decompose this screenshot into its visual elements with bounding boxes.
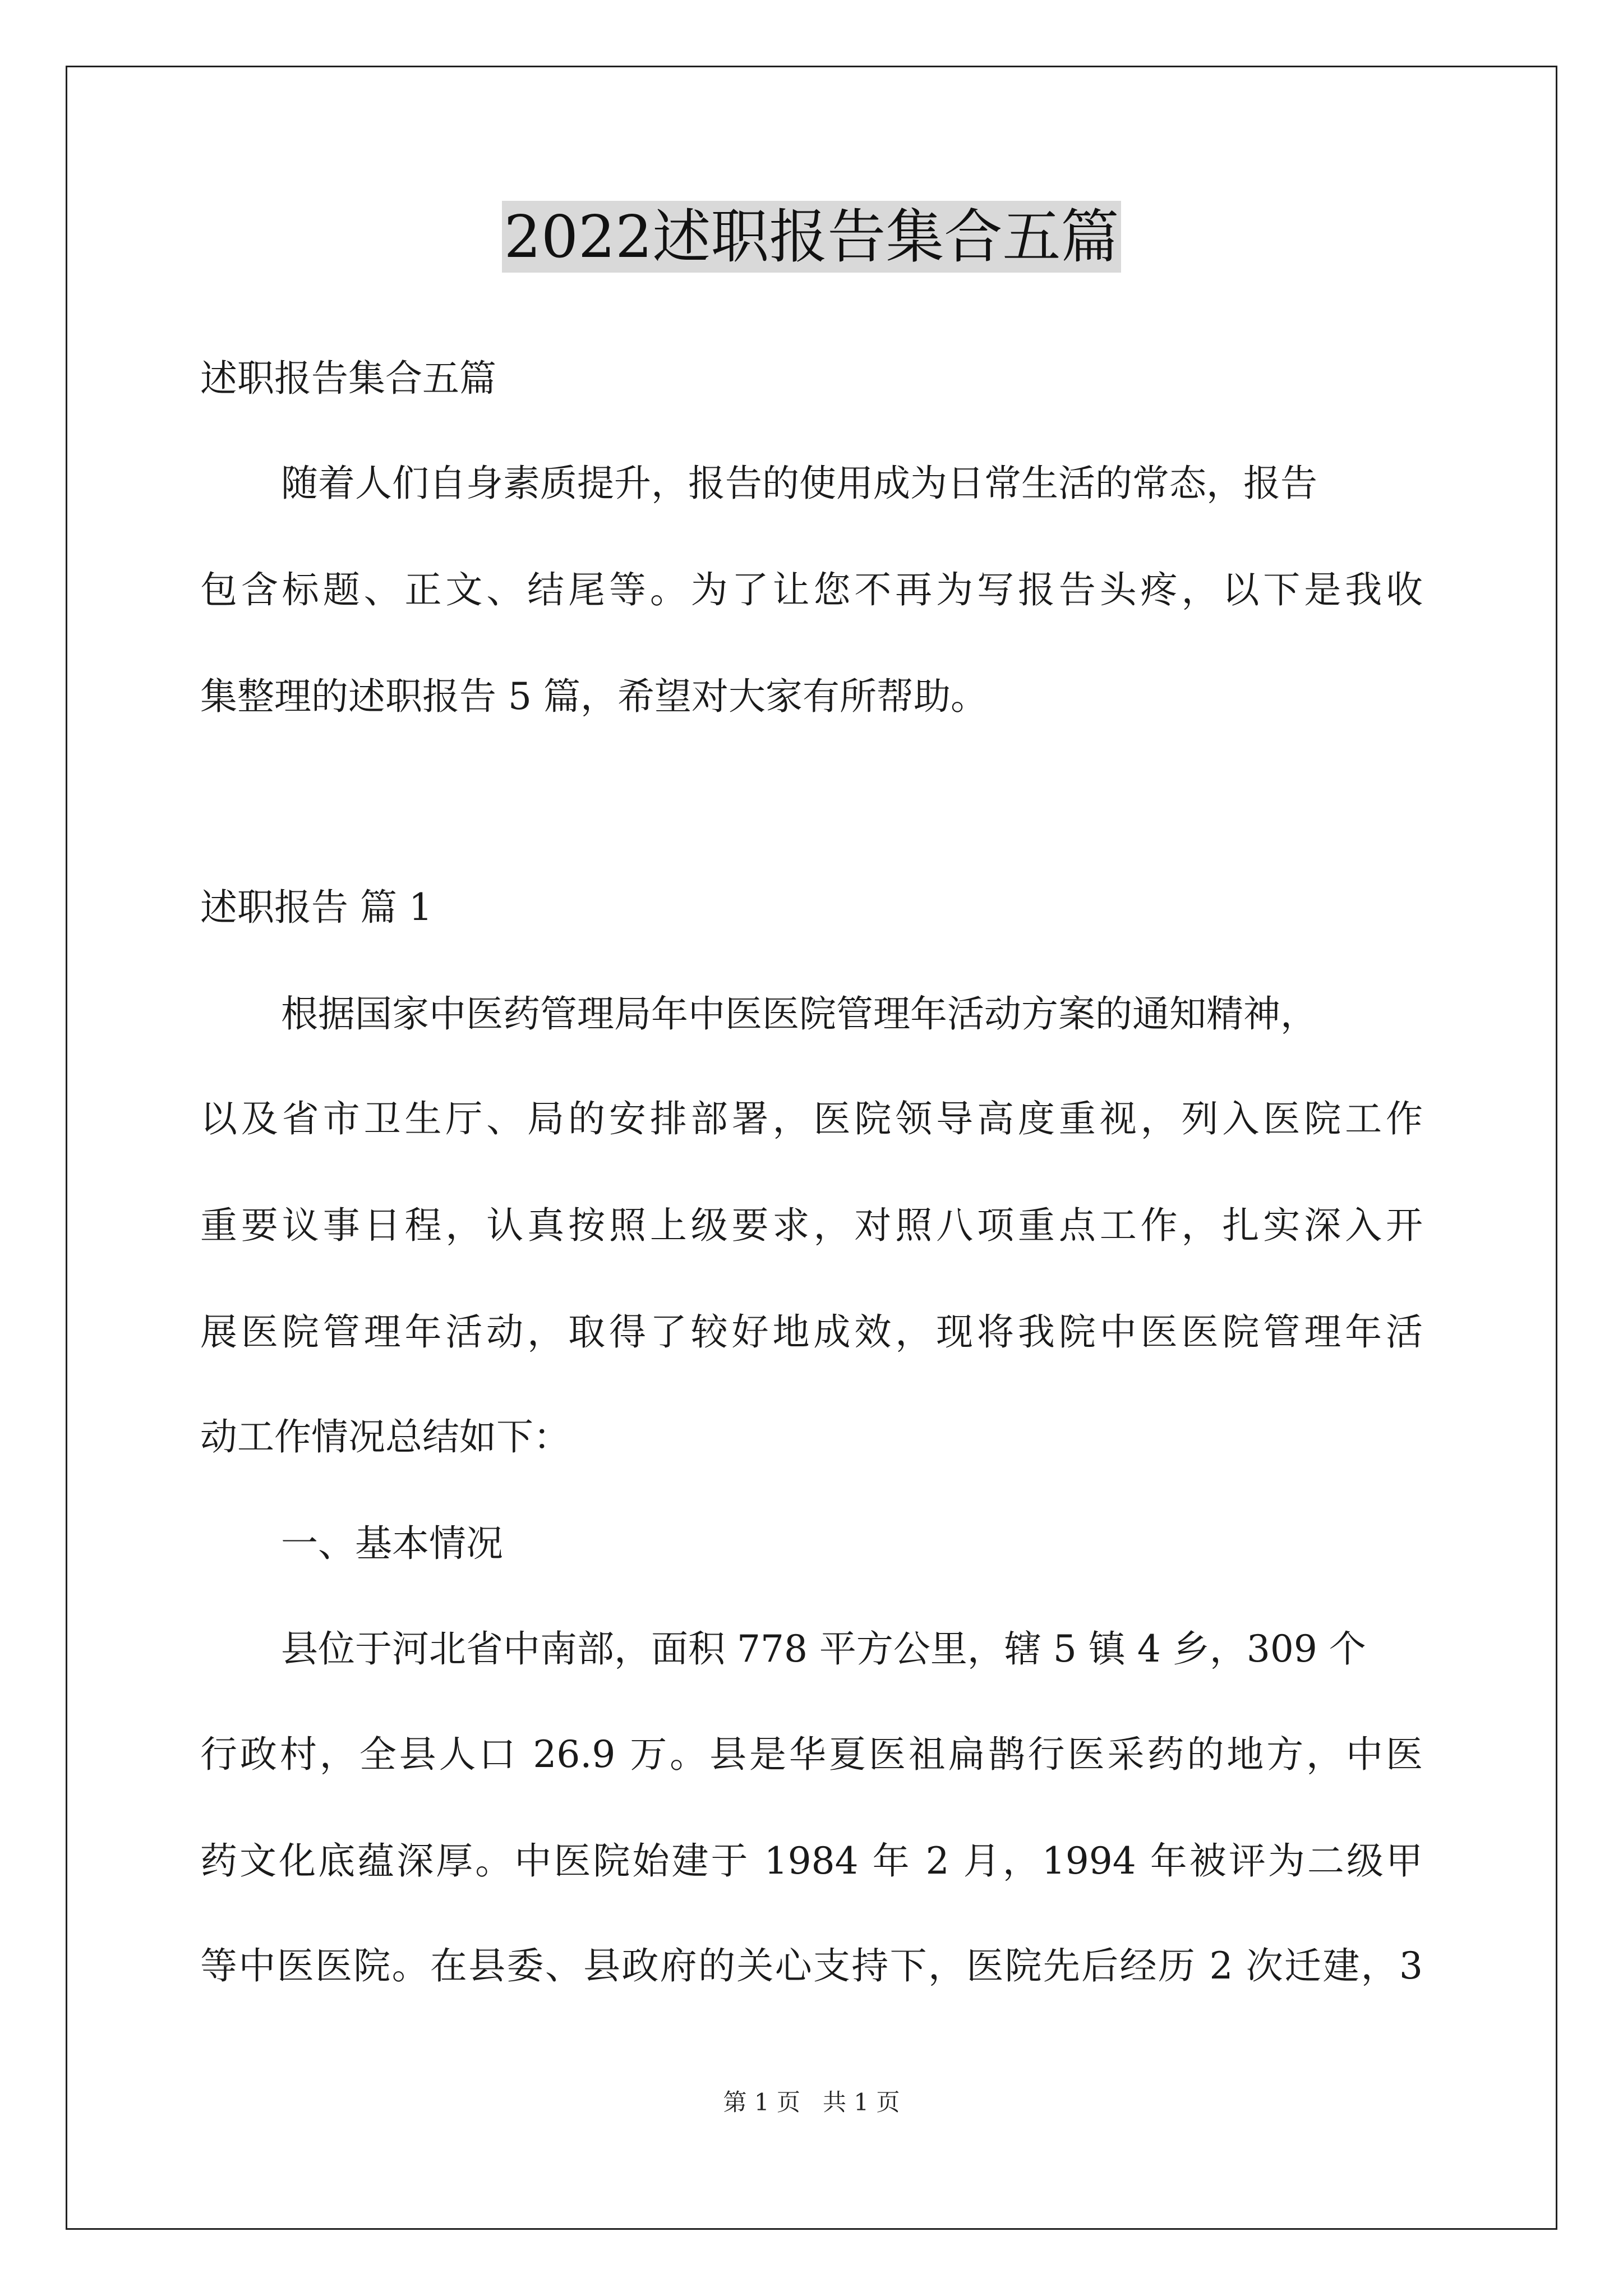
title-container — [0, 201, 1623, 273]
document-title: 2022述职报告集合五篇 — [502, 201, 1122, 273]
body-line: 行政村，全县人口 26.9 万。县是华夏医祖扁鹊行医采药的地方，中医 — [200, 1733, 1423, 1776]
page-footer: 第 1 页 共 1 页 — [723, 2088, 900, 2116]
subsection-heading: 一、基本情况 — [281, 1522, 503, 1565]
body-line: 重要议事日程，认真按照上级要求，对照八项重点工作，扎实深入开 — [200, 1204, 1423, 1247]
body-line: 以及省市卫生厅、局的安排部署，医院领导高度重视，列入医院工作 — [200, 1097, 1423, 1140]
body-line: 药文化底蕴深厚。中医院始建于 1984 年 2 月，1994 年被评为二级甲 — [200, 1839, 1423, 1883]
document-subtitle: 述职报告集合五篇 — [200, 357, 496, 400]
body-line: 县位于河北省中南部，面积 778 平方公里，辖 5 镇 4 乡，309 个 — [281, 1627, 1366, 1671]
body-line: 展医院管理年活动，取得了较好地成效，现将我院中医医院管理年活 — [200, 1310, 1423, 1354]
section-heading: 述职报告 篇 1 — [200, 886, 432, 929]
body-line: 根据国家中医药管理局年中医医院管理年活动方案的通知精神， — [281, 992, 1317, 1036]
intro-line: 随着人们自身素质提升，报告的使用成为日常生活的常态，报告 — [281, 462, 1317, 505]
body-line: 等中医医院。在县委、县政府的关心支持下，医院先后经历 2 次迁建，3 — [200, 1944, 1423, 1987]
body-line: 动工作情况总结如下： — [200, 1415, 570, 1458]
intro-line: 集整理的述职报告 5 篇，希望对大家有所帮助。 — [200, 675, 988, 718]
intro-line: 包含标题、正文、结尾等。为了让您不再为写报告头疼，以下是我收 — [200, 568, 1423, 611]
